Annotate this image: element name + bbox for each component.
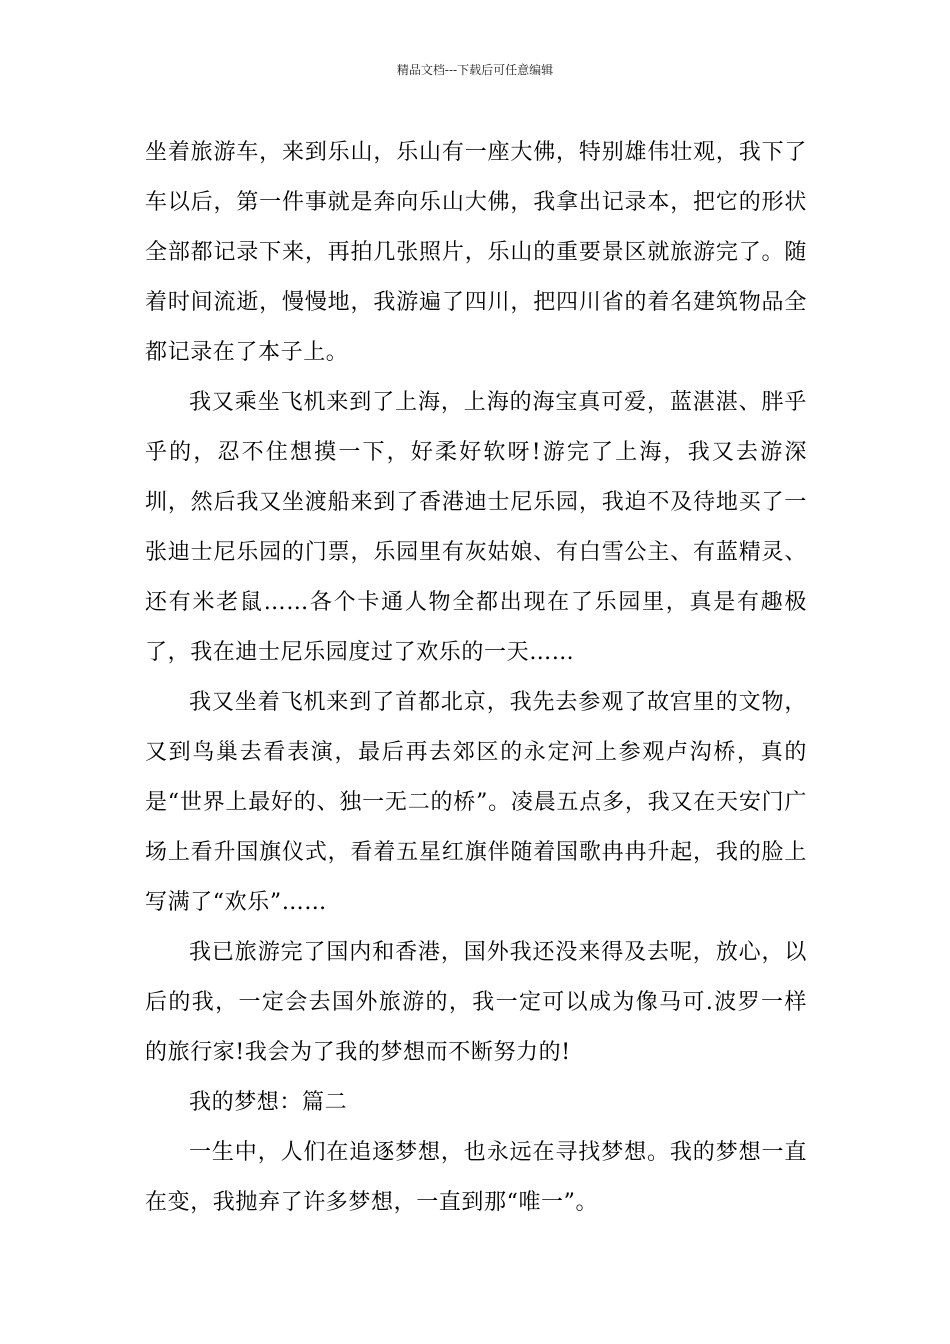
paragraph-2: 我又乘坐飞机来到了上海，上海的海宝真可爱，蓝湛湛、胖乎乎的，忍不住想摸一下，好柔好软呀!游完了上海，我又去游深圳，然后我又坐渡船来到了香港迪士尼乐园，我迫不及待地买了一张迪士尼乐园的门票，乐园里有灰姑娘、有白雪公主、有蓝精灵、还有米老鼠……各个卡通人物全都出现在了乐园里，真是有趣极了，我在迪士尼乐园度过了欢乐的一天…… <box>145 390 807 665</box>
paragraph-4: 我已旅游完了国内和香港，国外我还没来得及去呢，放心，以后的我，一定会去国外旅游的，我一定可以成为像马可.波罗一样的旅行家!我会为了我的梦想而不断努力的! <box>145 940 807 1065</box>
section-heading: 我的梦想：篇二 <box>189 1090 348 1115</box>
paragraph-5: 一生中，人们在追逐梦想，也永远在寻找梦想。我的梦想一直在变，我抛弃了许多梦想，一直到那“唯一”。 <box>145 1140 807 1215</box>
paragraph-1: 坐着旅游车，来到乐山，乐山有一座大佛，特别雄伟壮观，我下了车以后，第一件事就是奔向乐山大佛，我拿出记录本，把它的形状全部都记录下来，再拍几张照片，乐山的重要景区就旅游完了。随着时间流逝，慢慢地，我游遍了四川，把四川省的着名建筑物品全都记录在了本子上。 <box>145 140 807 365</box>
paragraph-3: 我又坐着飞机来到了首都北京，我先去参观了故宫里的文物，又到鸟巢去看表演，最后再去郊区的永定河上参观卢沟桥，真的是“世界上最好的、独一无二的桥”。凌晨五点多，我又在天安门广场上看升国旗仪式，看着五星红旗伴随着国歌冉冉升起，我的脸上写满了“欢乐”…… <box>145 690 807 915</box>
document-body <box>145 128 807 1228</box>
page-header: 精品文档---下载后可任意编辑 <box>396 63 554 77</box>
